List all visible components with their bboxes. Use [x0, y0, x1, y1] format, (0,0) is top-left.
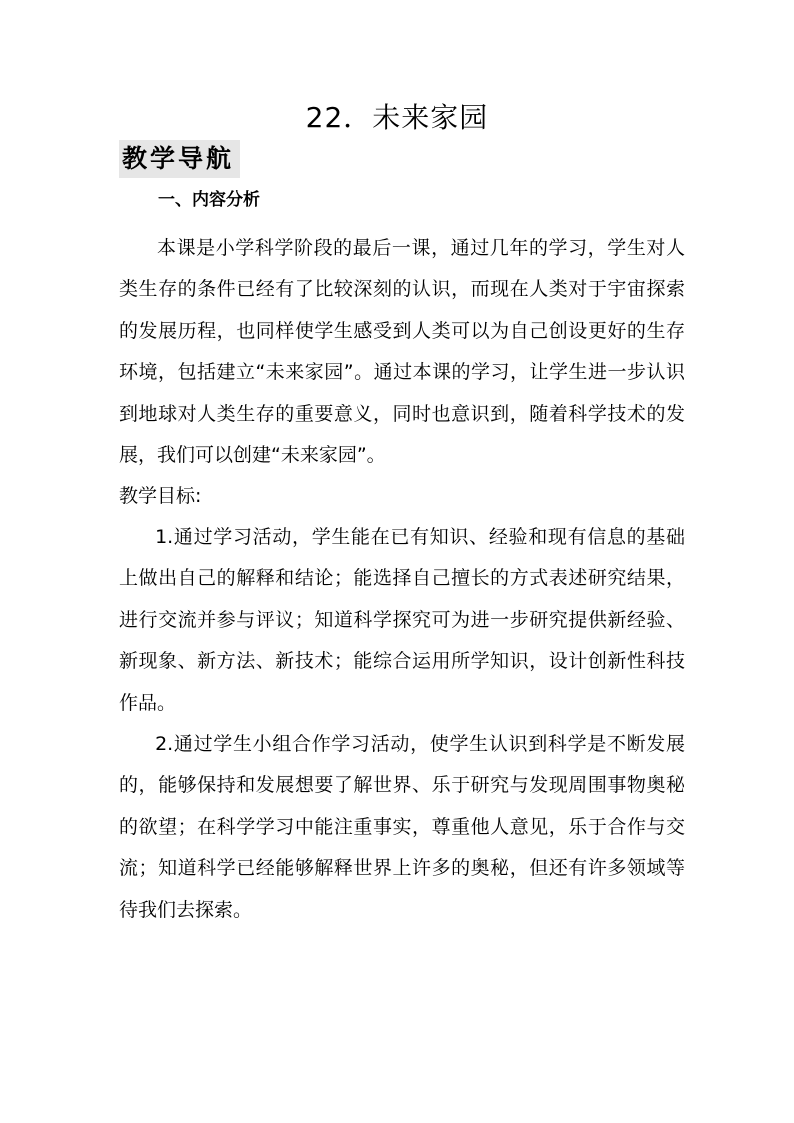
lesson-title: 22．未来家园: [305, 101, 489, 134]
teaching-goals-label: 教学目标:: [119, 485, 202, 507]
teaching-goal-2: 2.通过学生小组合作学习活动，使学生认识到科学是不断发展的，能够保持和发展想要了解世界、乐于研究与发现周围事物奥秘的欲望；在科学学习中能注重事实，尊重他人意见，乐于合作与交流；知道科学已经能够解释世界上许多的奥秘，但还有许多领域等待我们去探索。: [119, 733, 685, 921]
content-analysis-paragraph: 本课是小学科学阶段的最后一课，通过几年的学习，学生对人类生存的条件已经有了比较深刻的认识，而现在人类对于宇宙探索的发展历程，也同样使学生感受到人类可以为自己创设更好的生存环境，包括建立“未来家园”。通过本课的学习，让学生进一步认识到地球对人类生存的重要意义，同时也意识到，随着科学技术的发展，我们可以创建“未来家园”。: [119, 237, 685, 467]
section-banner-label: 教学导航: [122, 144, 235, 173]
teaching-goal-1: 1.通过学习活动，学生能在已有知识、经验和现有信息的基础上做出自己的解释和结论；能选择自己擅长的方式表述研究结果，进行交流并参与评议；知道科学探究可为进一步研究提供新经验、新现象、新方法、新技术；能综合运用所学知识，设计创新性科技作品。: [119, 526, 685, 714]
content-analysis-heading: 一、内容分析: [158, 190, 260, 210]
section-banner: [119, 140, 240, 178]
